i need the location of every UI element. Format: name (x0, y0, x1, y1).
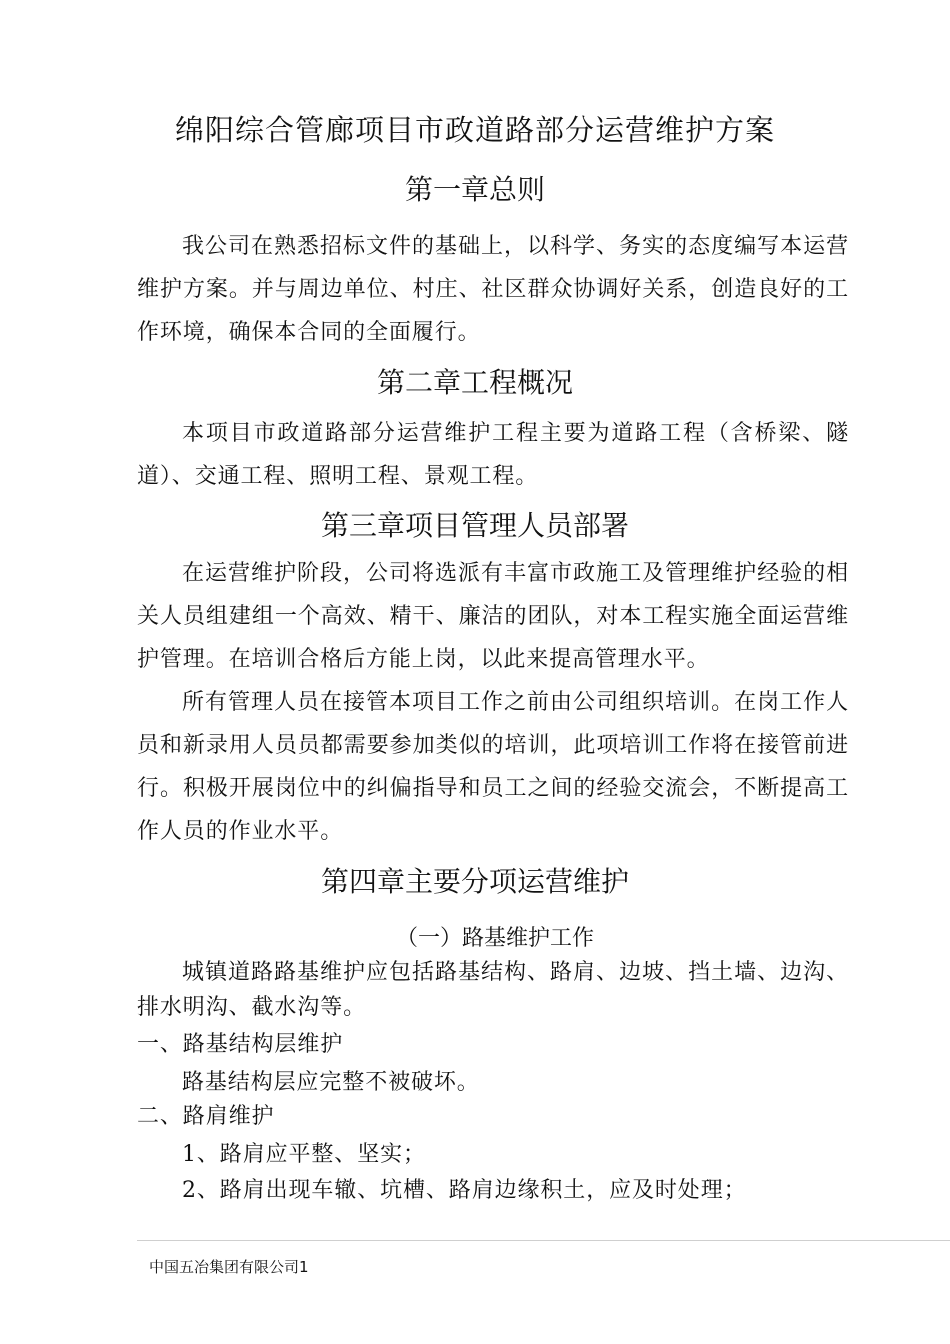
section-subgrade-heading: （一）路基维护工作 (395, 926, 594, 951)
chapter-3-heading: 第三章项目管理人员部署 (320, 509, 629, 542)
chapter-2-heading: 第二章工程概况 (376, 366, 573, 399)
section-subgrade-paragraph: 城镇道路路基维护应包括路基结构、路肩、边坡、挡土墙、边沟、排水明沟、截水沟等。 (137, 960, 849, 1020)
chapter-4-heading: 第四章主要分项运营维护 (320, 865, 629, 898)
footer-divider (137, 1240, 950, 1241)
document-title: 绵阳综合管廊项目市政道路部分运营维护方案 (174, 113, 775, 147)
chapter-1-paragraph: 我公司在熟悉招标文件的基础上，以科学、务实的态度编写本运营维护方案。并与周边单位、村庄、社区群众协调好关系，创造良好的工作环境，确保本合同的全面履行。 (137, 234, 849, 345)
chapter-3-paragraph-1: 在运营维护阶段，公司将选派有丰富市政施工及管理维护经验的相关人员组建组一个高效、精干、廉洁的团队，对本工程实施全面运营维护管理。在培训合格后方能上岗，以此来提高管理水平。 (137, 561, 849, 672)
chapter-1-heading: 第一章总则 (404, 173, 545, 206)
chapter-2-paragraph: 本项目市政道路部分运营维护工程主要为道路工程（含桥梁、隧道）、交通工程、照明工程、景观工程。 (137, 421, 849, 489)
item-2-heading: 二、路肩维护 (137, 1104, 275, 1129)
chapter-3-paragraph-2: 所有管理人员在接管本项目工作之前由公司组织培训。在岗工作人员和新录用人员员都需要参加类似的培训，此项培训工作将在接管前进行。积极开展岗位中的纠偏指导和员工之间的经验交流会，不断提高工作人员的作业水平。 (137, 690, 849, 844)
item-2-point-1: 1、路肩应平整、坚实； (182, 1142, 426, 1167)
item-1-text: 路基结构层应完整不被破坏。 (182, 1070, 480, 1095)
page-footer: 中国五冶集团有限公司1 (149, 1258, 309, 1276)
item-1-heading: 一、路基结构层维护 (137, 1032, 344, 1057)
item-2-point-2: 2、路肩出现车辙、坑槽、路肩边缘积土，应及时处理； (182, 1178, 747, 1203)
